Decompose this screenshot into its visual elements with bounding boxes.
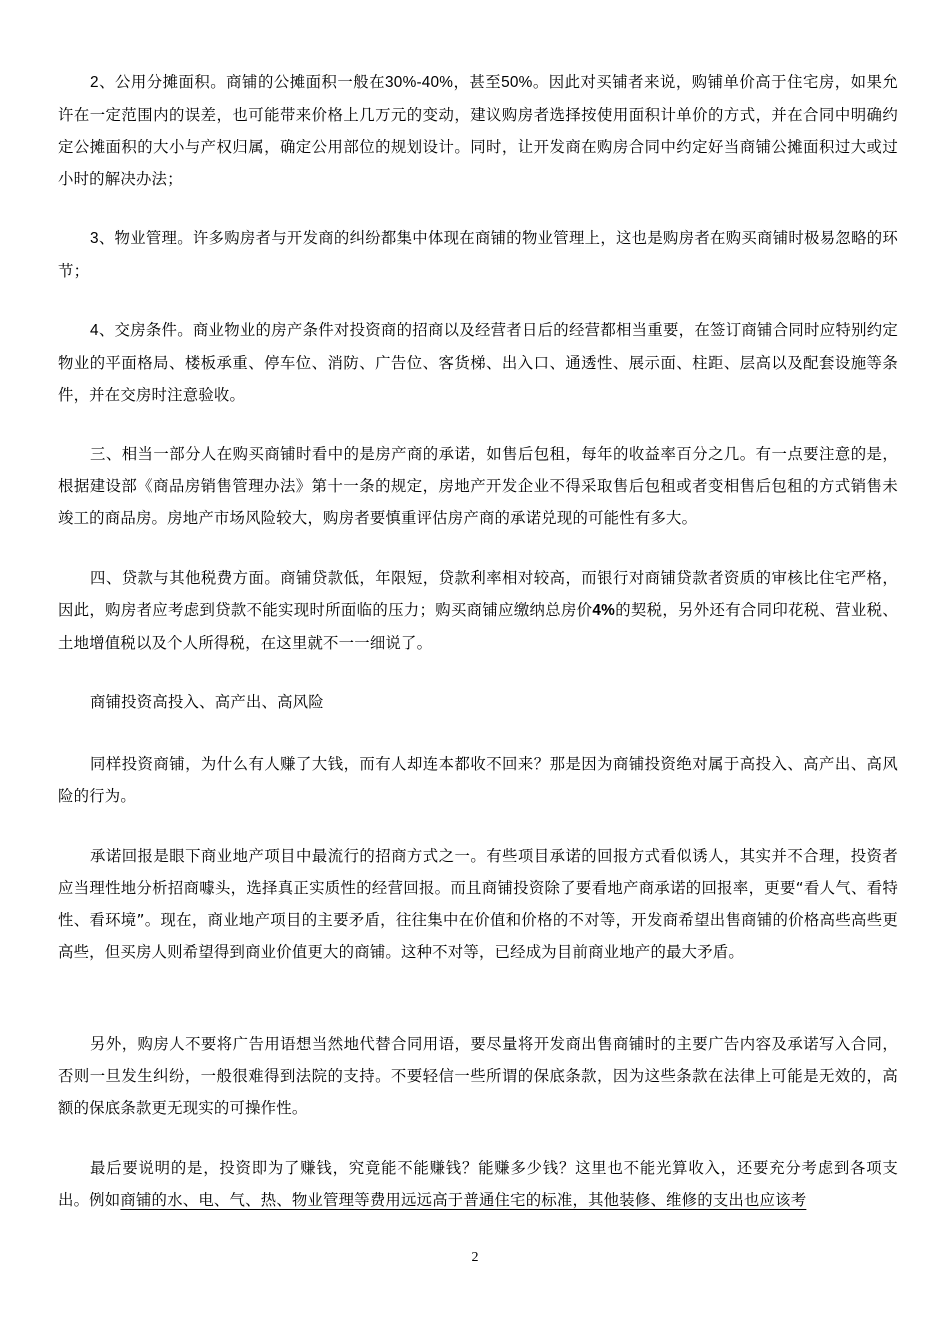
paragraph-text: 、交房条件。商业物业的房产条件对投资商的招商以及经营者日后的经营都相当重要，在签订商铺合同时应特别约定物业的平面格局、楼板承重、停车位、消防、广告位、客货梯、出入口、通透性、展示面、柱距、层高以及配套设施等条件，并在交房时注意验收。 <box>58 321 898 404</box>
paragraph-text: 、物业管理。许多购房者与开发商的纠纷都集中体现在商铺的物业管理上，这也是购房者在购买商铺时极易忽略的环节； <box>58 229 898 280</box>
paragraph-expenses <box>58 1152 898 1216</box>
paragraph-loans-taxes <box>58 562 898 659</box>
page-number: 2 <box>471 1250 479 1265</box>
paragraph-promised-returns <box>58 840 898 968</box>
item-number: 2 <box>90 74 99 91</box>
paragraph-text: 三、相当一部分人在购买商铺时看中的是房产商的承诺，如售后包租，每年的收益率百分之几。有一点要注意的是，根据建设部《商品房销售管理办法》第十一条的规定，房地产开发企业不得采取售后包租或者变相售后包租的方式销售未竣工的商品房。房地产市场风险较大，购房者要慎重评估房产商的承诺兑现的可能性有多大。 <box>58 445 898 527</box>
paragraph-text: 的契税，另外还有合同印花税、营业税、土地增值税以及个人所得税，在这里就不一一细说了。 <box>58 601 898 652</box>
paragraph-text: 另外，购房人不要将广告用语想当然地代替合同用语，要尽量将开发商出售商铺时的主要广告内容及承诺写入合同，否则一旦发生纠纷，一般很难得到法院的支持。不要轻信一些所谓的保底条款，因为这些条款在法律上可能是无效的，高额的保底条款更无现实的可操作性。 <box>58 1035 898 1117</box>
paragraph-text: 。因此对买铺者来说，购铺单价高于住宅房，如果允许在一定范围内的误差，也可能带来价格上几万元的变动，建议购房者选择按使用面积计单价的方式，并在合同中明确约定公摊面积的大小与产权归属，确定公用部位的规划设计。同时，让开发商在购房合同中约定好当商铺公摊面积过大或过小时的解决办法； <box>58 73 898 188</box>
underlined-text: 商铺的水、电、气、热、物业管理等费用远远高于普通住宅的标准，其他装修、维修的支出也应该考 <box>120 1191 807 1209</box>
paragraph-text: 同样投资商铺，为什么有人赚了大钱，而有人却连本都收不回来？那是因为商铺投资绝对属于高投入、高产出、高风险的行为。 <box>58 755 898 805</box>
item-number: 3 <box>90 230 99 247</box>
paragraph-property-management <box>58 222 898 287</box>
percent-value: 30%-40% <box>385 74 454 91</box>
item-number: 4 <box>90 322 99 339</box>
heading-text: 商铺投资高投入、高产出、高风险 <box>90 693 324 711</box>
paragraph-public-area <box>58 66 898 195</box>
paragraph-text: 、公用分摊面积。商铺的公摊面积一般在 <box>98 73 386 91</box>
percent-value: 4% <box>592 602 616 619</box>
paragraph-text: 最后要说明的是，投资即为了赚钱，究竟能不能赚钱？能赚多少钱？这里也不能光算收入，还要充分考虑到各项支出。例如 <box>58 1159 898 1209</box>
paragraph-text: 承诺回报是眼下商业地产项目中最流行的招商方式之一。有些项目承诺的回报方式看似诱人，其实并不合理，投资者应当理性地分析招商噱头，选择真正实质性的经营回报。而且商铺投资除了要看地产商承诺的回报率，更要“看人气、看特性、看环境”。现在，商业地产项目的主要矛盾，往往集中在价值和价格的不对等，开发商希望出售商铺的价格高些高些更高些，但买房人则希望得到商业价值更大的商铺。这种不对等，已经成为目前商业地产的最大矛盾。 <box>58 847 898 961</box>
paragraph-high-risk <box>58 748 898 812</box>
paragraph-text: 四、贷款与其他税费方面。商铺贷款低，年限短，贷款利率相对较高，而银行对商铺贷款者资质的审核比住宅严格，因此，购房者应考虑到贷款不能实现时所面临的压力；购买商铺应缴纳总房价 <box>58 569 898 619</box>
section-heading <box>58 686 898 718</box>
percent-value: 50% <box>501 74 533 91</box>
paragraph-handover-conditions <box>58 314 898 411</box>
paragraph-advertising-contract <box>58 1028 898 1124</box>
paragraph-developer-promise <box>58 438 898 534</box>
paragraph-text: ，甚至 <box>453 73 502 91</box>
